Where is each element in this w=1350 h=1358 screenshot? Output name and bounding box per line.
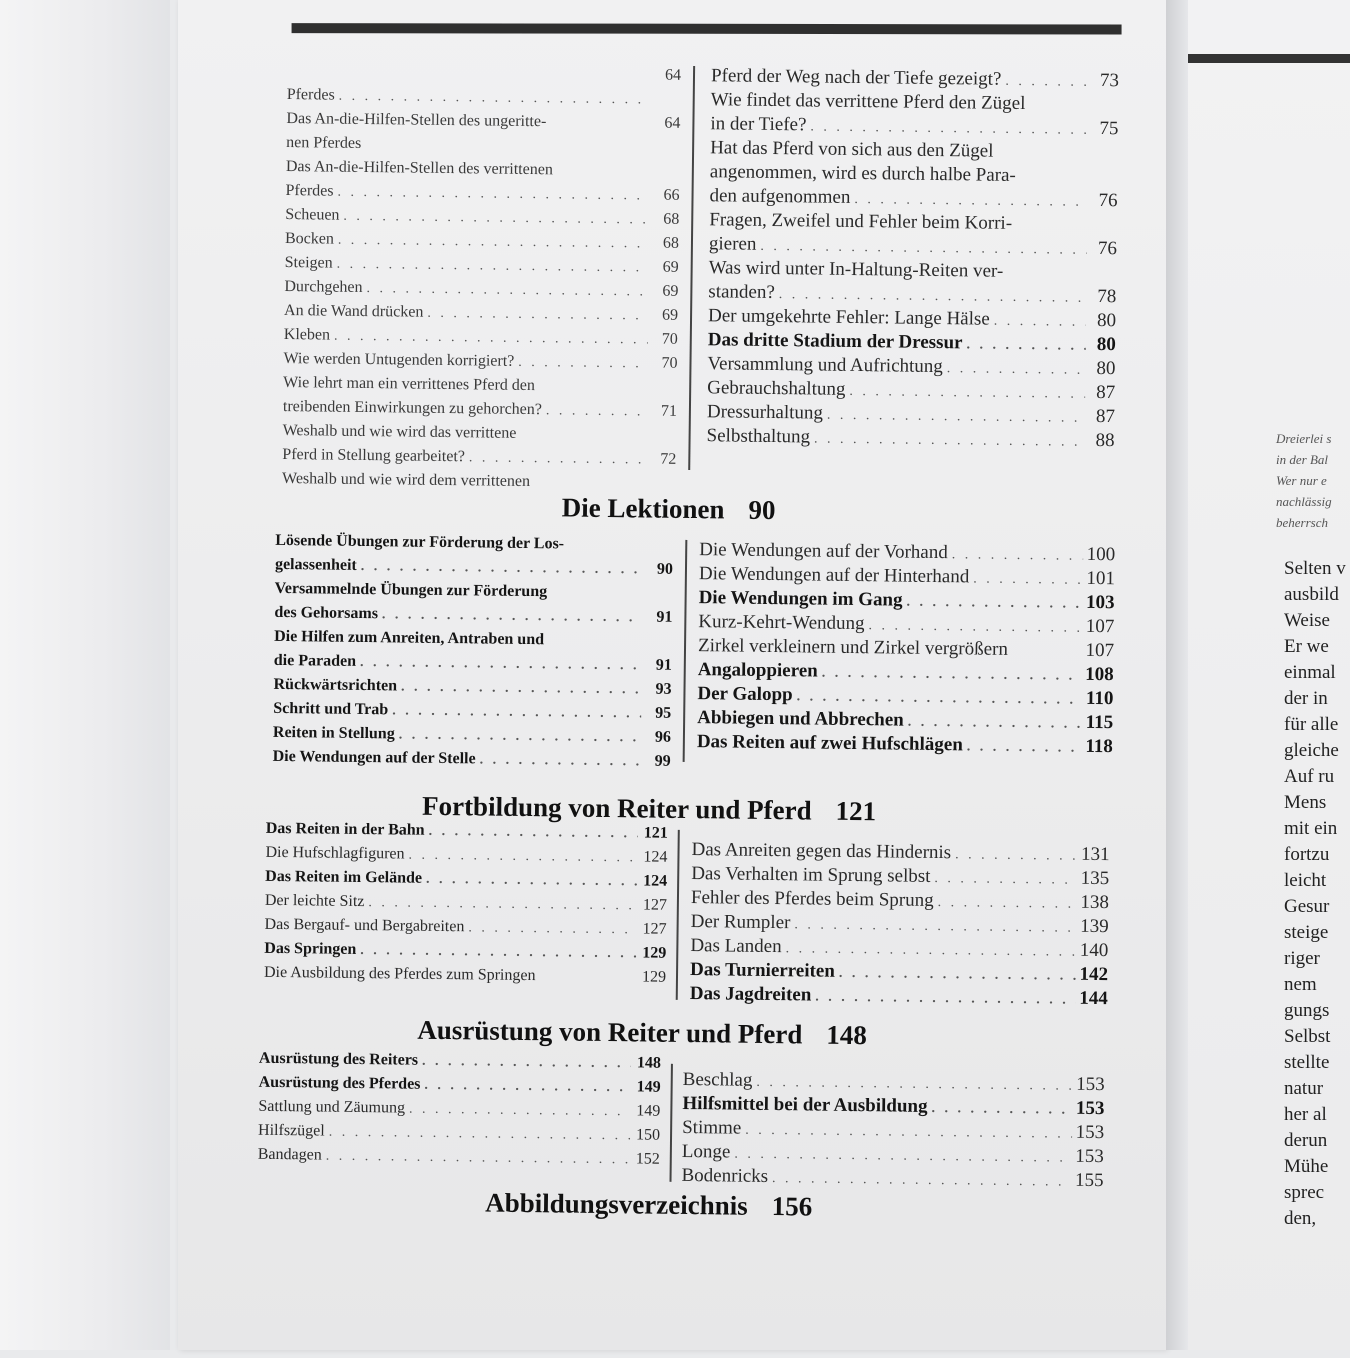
text-line: stellte [1284,1050,1346,1076]
toc-entry-page: 80 [1090,333,1116,357]
toc-entry-title: Durchgehen [284,275,362,300]
toc-entry-title: Hat das Pferd von sich aus den Zügel [710,136,994,163]
leader-dots [409,1098,631,1125]
header-rule [292,23,1122,34]
text-line: für alle [1284,712,1346,738]
leader-dots [827,404,1085,431]
leader-dots [815,986,1075,1013]
toc-entry-page: 78 [1090,285,1116,309]
toc-entry-title: Ausrüstung des Reiters [259,1047,418,1073]
toc-entry-page: 103 [1086,591,1115,615]
text-line: Er we [1284,634,1346,660]
toc-entry-title: Die Wendungen auf der Vorhand [699,538,948,565]
toc-entry-page: 108 [1085,663,1114,687]
toc-entry [284,299,678,328]
toc-entry-title: Wie lehrt man ein verrittenes Pferd den [283,371,535,398]
toc-entry-title: Schritt und Trab [273,697,388,722]
toc-entry-page: 127 [641,893,667,917]
leader-dots [426,868,637,895]
toc-entry-title: Weshalb und wie wird dem verrittenen [282,467,530,494]
leader-dots [427,302,648,329]
toc-entry-title: Hilfsmittel bei der Ausbildung [682,1092,927,1119]
toc-entry-page: 155 [1075,1169,1104,1193]
toc-entry-title: Selbsthaltung [706,424,810,449]
toc-entry-page: 68 [653,232,679,256]
leader-dots [469,446,647,472]
column-divider [676,830,680,1000]
toc-entry-page: 139 [1080,915,1109,939]
toc-entry-title: Rückwärtsrichten [273,673,397,699]
heading-title: Ausrüstung von Reiter und Pferd [417,1015,802,1050]
toc-entry-page: 76 [1091,237,1117,261]
text-line: Weise [1284,608,1346,634]
toc-entry-title: Das Turnierreiten [690,958,835,984]
toc-entry-title: Ausrüstung des Pferdes [259,1071,421,1097]
leader-dots [468,916,636,942]
leader-dots [408,844,637,871]
toc-entry-title: Zirkel verkleinern und Zirkel vergrößern [698,634,1008,662]
toc-entry-page: 90 [647,557,673,581]
toc-entry-title: Die Hufschlagfiguren [265,841,404,867]
leader-dots [849,380,1085,407]
toc-entry-page: 69 [652,304,678,328]
toc-entry-title: Die Wendungen im Gang [698,586,902,612]
toc-entry-title: Wie findet das verrittene Pferd den Zügel [711,88,1026,116]
toc-entry-page: 153 [1075,1145,1104,1169]
toc-entry-page: 91 [646,605,672,629]
toc-entry-title: Sattlung und Zäumung [258,1095,405,1121]
toc-entry [258,1143,660,1172]
toc-entry-page: 124 [641,845,667,869]
text-line: Mens [1284,790,1346,816]
toc-entry-title: Lösende Übungen zur Förderung der Los- [275,529,564,557]
toc-entry-page: 153 [1075,1121,1104,1145]
leader-dots [966,333,1086,358]
leader-dots [955,843,1077,868]
heading-title: Fortbildung von Reiter und Pferd [422,791,812,826]
toc-entry-title: Hilfszügel [258,1119,325,1144]
toc-entry-title: Das Verhalten im Sprung selbst [691,862,931,889]
text-line: derun [1284,1128,1346,1154]
toc-entry-title: Bodenricks [681,1164,768,1189]
text-line: gungs [1284,998,1346,1024]
toc-entry-page: 69 [653,256,679,280]
toc-entry-page: 96 [645,725,671,749]
leader-dots [822,662,1082,689]
toc-entry-page: 72 [650,448,676,472]
toc-entry-title: Das Jagdreiten [690,982,812,1007]
text-line: der in [1284,686,1346,712]
toc-entry-title: Kurz-Kehrt-Wendung [698,610,865,636]
column-divider [670,1064,673,1182]
toc-entry-title: Das Landen [690,934,782,959]
toc-entry-title: Das Bergauf- und Bergabreiten [264,913,464,939]
leader-dots [934,867,1077,893]
section-heading-abbildungen [485,1188,812,1223]
toc-entry-page: 107 [1086,615,1115,639]
text-line: gleiche [1284,738,1346,764]
text-line: Gesur [1284,894,1346,920]
toc-entry-page: 66 [653,184,679,208]
toc-entry-title: Das Reiten in der Bahn [266,817,425,843]
toc-entry-title: Das Reiten im Gelände [265,865,422,891]
leader-dots [518,351,647,377]
heading-title: Abbildungsverzeichnis [485,1188,748,1221]
text-line: den, [1284,1206,1346,1232]
text-line: nem [1284,972,1346,998]
toc-entry-title: Abbiegen und Abbrechen [697,706,904,733]
text-line: natur [1284,1076,1346,1102]
toc-entry [273,745,671,774]
toc-entry-title: Scheuen [285,203,339,228]
toc-entry-title: Versammelnde Übungen zur Förderung [275,577,548,604]
toc-entry-page: 87 [1089,405,1115,429]
toc-entry-title: nen Pferdes [286,131,361,156]
toc-column-left [258,1047,661,1172]
toc-entry-page: 140 [1080,939,1109,963]
toc-entry-title: treibenden Einwirkungen zu gehorchen? [283,395,542,422]
toc-entry-title: in der Tiefe? [710,112,806,137]
toc-entry-title: An die Wand drücken [284,299,424,325]
toc-entry-page: 101 [1086,567,1115,591]
toc-column-left [282,59,681,496]
text-line: leicht [1284,868,1346,894]
text-line: fortzu [1284,842,1346,868]
toc-entry-title: Stimme [682,1116,741,1141]
toc-entry-page: 150 [634,1123,660,1147]
section-heading-ausruestung [417,1015,867,1051]
toc-entry-title: Das dritte Stadium der Dressur [708,328,963,355]
toc-entry-page: 129 [640,941,666,965]
toc-entry-page: 88 [1088,429,1114,453]
text-line: Mühe [1284,1154,1346,1180]
toc-entry-page: 129 [640,965,666,989]
text-line: einmal [1284,660,1346,686]
text-line: steige [1284,920,1346,946]
toc-entry-page: 99 [644,749,670,773]
caption-line: Wer nur e [1276,470,1332,491]
toc-entry-page: 135 [1081,867,1110,891]
toc-entry-title: Beschlag [683,1068,753,1093]
toc-entry-title: Pferd der Weg nach der Tiefe gezeigt? [711,64,1002,92]
toc-entry-title: Pferdes [285,179,333,204]
leader-dots [967,735,1082,760]
toc-entry-page: 148 [635,1051,661,1075]
toc-entry-title: Die Wendungen auf der Stelle [273,745,476,771]
toc-entry-title: Bandagen [258,1143,322,1168]
toc-entry-title: Die Ausbildung des Pferdes zum Springen [264,961,536,988]
heading-page: 148 [826,1020,867,1050]
toc-entry-title: Weshalb und wie wird das verrittene [282,419,516,446]
toc-entry-page: 153 [1076,1097,1105,1121]
toc-column-right [697,538,1116,759]
toc-entry-title: Die Wendungen auf der Hinterhand [699,562,970,589]
leader-dots [326,1145,630,1173]
leader-dots [479,748,640,774]
toc-entry-page: 93 [645,677,671,701]
toc-entry-title: Angaloppieren [698,658,818,683]
toc-entry-title: angenommen, wird es durch halbe Para- [710,160,1016,188]
leader-dots [952,543,1083,569]
leader-dots [360,651,642,678]
toc-entry-page: 100 [1087,543,1116,567]
toc-entry-page: 80 [1090,309,1116,333]
text-line: Selten v [1284,556,1346,582]
toc-entry-page: 115 [1086,711,1114,735]
leader-dots [947,357,1086,383]
toc-entry-title: Bocken [285,227,334,252]
text-line: Auf ru [1284,764,1346,790]
leader-dots [546,399,647,424]
leader-dots [839,962,1076,989]
toc-entry-page: 75 [1092,117,1118,141]
toc-entry-title: Der Galopp [697,682,792,707]
toc-entry-title: die Paraden [274,649,357,674]
leader-dots [906,591,1082,617]
heading-page: 156 [772,1191,813,1221]
toc-entry [286,155,680,184]
leader-dots [973,567,1082,592]
leader-dots [772,1167,1071,1195]
caption-line: Dreierlei s [1276,428,1332,449]
leader-dots [794,913,1076,940]
text-line: mit ein [1284,816,1346,842]
toc-entry-page: 138 [1080,891,1109,915]
toc-entry-title: Das Springen [264,937,356,962]
toc-entry-page: 110 [1086,687,1114,711]
toc-entry-title: Fehler des Pferdes beim Sprung [691,886,934,913]
leader-dots [931,1097,1072,1123]
toc-entry-page: 95 [645,701,671,725]
toc-entry-page: 118 [1085,735,1113,759]
toc-entry-title: Pferd in Stellung gearbeitet? [282,443,465,469]
toc-entry [285,227,679,256]
text-line: Selbst [1284,1024,1346,1050]
toc-column-left [273,529,674,774]
caption-line: beherrsch [1276,512,1332,533]
leader-dots [428,820,637,847]
toc-entry-page: 87 [1089,381,1115,405]
toc-entry-title: Was wird unter In-Haltung-Reiten ver- [709,256,1004,284]
toc-entry-title: Der Rumpler [691,910,791,935]
toc-entry-title: Das Reiten auf zwei Hufschlägen [697,730,963,757]
toc-entry-title: Longe [682,1140,731,1165]
toc-entry-page: 68 [653,208,679,232]
toc-entry-page: 121 [642,821,668,845]
toc-entry-page: 69 [652,280,678,304]
toc-entry-title: Reiten in Stellung [273,721,395,746]
toc-entry-page: 70 [652,328,678,352]
toc-entry-page: 149 [635,1075,661,1099]
heading-title: Die Lektionen [562,492,725,524]
toc-entry-title: Das An-die-Hilfen-Stellen des verrittenen [286,155,553,182]
toc-entry-title: Wie werden Untugenden korrigiert? [283,347,514,374]
toc-entry-title: Der umgekehrte Fehler: Lange Hälse [708,304,990,331]
toc-entry-page: 124 [641,869,667,893]
toc-entry-page: 91 [646,653,672,677]
toc-column-right [706,64,1119,453]
toc-entry-page: 127 [640,917,666,941]
toc-entry-page: 149 [634,1099,660,1123]
text-line: riger [1284,946,1346,972]
toc-entry-title: gieren [709,232,757,257]
leader-dots [401,675,642,702]
toc-entry-page: 64 [654,112,680,136]
section-heading-lektionen [562,492,776,526]
toc-entry-title: Der leichte Sitz [265,889,365,914]
toc-entry-title: Die Hilfen zum Anreiten, Antraben und [274,625,544,652]
text-line: ausbild [1284,582,1346,608]
toc-entry-page: 153 [1076,1073,1105,1097]
toc-entry-page: 131 [1081,843,1110,867]
toc-entry-title: standen? [708,280,775,305]
toc-column-left [264,817,668,990]
caption-line: in der Bal [1276,449,1332,470]
toc-entry-page: 142 [1079,963,1108,987]
column-divider [688,66,695,470]
toc-entry-title: Kleben [284,323,330,348]
toc-entry [285,179,679,208]
toc-entry-title: Fragen, Zweifel und Fehler beim Korri- [709,208,1012,236]
toc-entry-page: 70 [651,352,677,376]
toc-entry-title: des Gehorsams [274,601,378,626]
toc-entry-page: 152 [634,1147,660,1171]
toc-entry-title: Dressurhaltung [707,400,823,425]
text-line: her al [1284,1102,1346,1128]
toc-entry-title: Versammlung und Aufrichtung [707,352,943,379]
toc-entry-page: 64 [655,64,681,88]
toc-entry [285,203,679,232]
leader-dots [994,310,1087,335]
toc-entry-page: 144 [1079,987,1108,1011]
toc-entry-title: Steigen [285,251,333,276]
text-line: sprec [1284,1180,1346,1206]
heading-page: 90 [748,495,775,525]
toc-entry-page: 73 [1093,69,1119,93]
toc-entry-title: Das An-die-Hilfen-Stellen des ungeritte- [286,107,546,134]
leader-dots [938,891,1077,917]
toc-entry-page: 71 [651,400,677,424]
leader-dots [814,428,1085,455]
leader-dots [422,1050,631,1077]
toc-entry-title: Gebrauchshaltung [707,376,846,402]
toc-entry-page: 76 [1091,189,1117,213]
heading-page: 121 [835,796,876,826]
toc-entry-page: 80 [1089,357,1115,381]
leader-dots [392,699,641,726]
toc-entry-page: 107 [1085,639,1114,663]
leader-dots [329,1121,631,1149]
toc-entry-title: Das Anreiten gegen das Hindernis [691,838,951,865]
toc-entry-title: den aufgenommen [709,184,850,210]
caption-line: nachlässig [1276,491,1332,512]
column-divider [683,540,688,762]
toc-entry-title: gelassenheit [275,553,357,578]
toc-column-right [681,1068,1104,1193]
toc-entry-title: Pferdes [287,83,335,108]
leader-dots [424,1074,630,1101]
toc-column-right [690,838,1110,1011]
